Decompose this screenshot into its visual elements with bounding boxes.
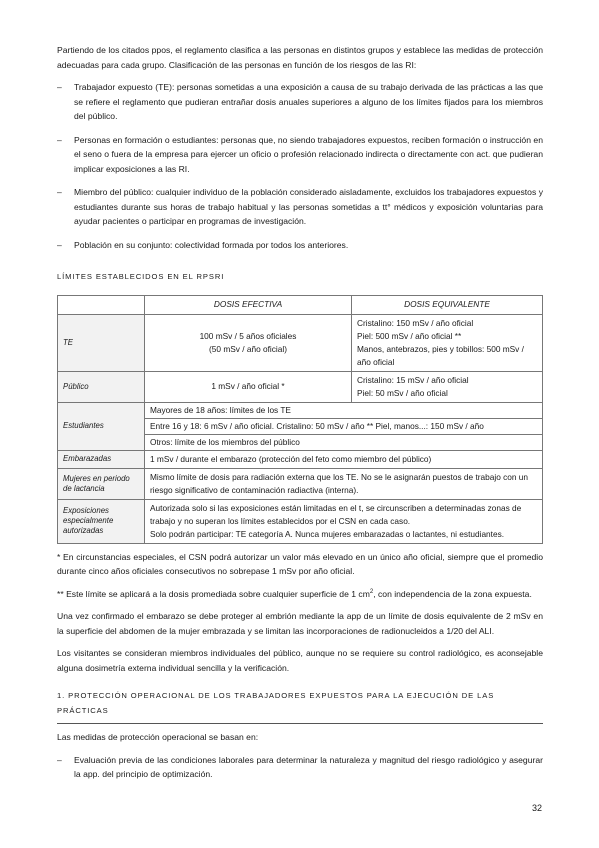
table-row [58,314,543,371]
limits-heading: LÍMITES ESTABLECIDOS EN EL RPSRI [57,272,225,281]
dash-bullet: – [57,187,62,197]
measures-intro: Las medidas de protección operacional se basan en: [57,732,259,742]
dash-bullet: – [57,134,62,145]
footnote-1: * En circunstancias especiales, el CSN podrá autorizar un valor más elevado en un único año oficial, siempre que el promedio durante cinco años oficiales consecutivos no sobrepase 1 mSv por año oficial. [57,551,543,576]
list-item-text: Personas en formación o estudiantes: personas que, no siendo trabajadores expuestos, reciben formación o instrucción en el seno o fuera de la empresa para ejercer un oficio o profesión relacionado indirecta o directamente con act. que pudieran implicar exposiciones a las RI. [74,134,543,174]
row-label-pregnant: Embarazadas [58,450,145,468]
lactation-cell: Mismo límite de dosis para radiación externa que los TE. No se le asignarán puestos de trabajo con un riesgo significativo de contaminación radiactiva (interna). [145,468,543,499]
list-item [57,133,543,177]
list-item-text: Trabajador expuesto (TE): personas sometidas a una exposición a causa de su trabajo derivada de las prácticas a las que se refiere el reglamento que pudieran entrañar dosis anuales superiores a alguno de los límites fijados para los miembros del público. [74,82,543,121]
superscript: 2 [369,588,374,595]
dash-bullet: – [57,82,62,92]
empty-header-cell [58,295,145,314]
row-label-students: Estudiantes [58,402,145,450]
pregnant-cell: 1 mSv / durante el embarazo (protección del feto como miembro del público) [145,450,543,468]
table-row [58,499,543,543]
students-others-cell: Otros: límite de los miembros del público [145,434,543,450]
table-row [58,371,543,402]
list-item [57,80,543,124]
equivalent-dose-header: DOSIS EQUIVALENTE [352,295,543,314]
list-item [57,185,543,229]
te-effective-line: (50 mSv / año oficial) [209,343,287,354]
students-16-18-cell: Entre 16 y 18: 6 mSv / año oficial. Cristalino: 50 mSv / año ** Piel, manos...: 150 mSv / año [145,418,543,434]
te-equivalent-line: Cristalino: 150 mSv / año oficial [357,317,474,328]
table-row [58,450,543,468]
te-equivalent-cell [352,314,543,371]
table-row [58,402,543,418]
public-effective-cell: 1 mSv / año oficial * [145,371,352,402]
effective-dose-header: DOSIS EFECTIVA [145,295,352,314]
page-number: 32 [531,803,542,813]
public-equivalent-line: Piel: 50 mSv / año oficial [357,387,448,398]
list-item-text: Evaluación previa de las condiciones laborales para determinar la naturaleza y magnitud del riesgo radiológico y asegurar la app. del principio de optimización. [74,754,543,779]
footnote-2-text: ** Este límite se aplicará a la dosis promediada sobre cualquier superficie de 1 cm [57,588,370,599]
limits-table [57,295,543,544]
public-equivalent-cell [352,371,543,402]
person-groups-list [57,80,543,252]
te-effective-line: 100 mSv / 5 años oficiales [199,330,297,341]
footnote-2-tail: , con independencia de la zona expuesta. [373,588,532,599]
table-header-row [58,295,543,314]
te-equivalent-line: Manos, antebrazos, pies y tobillos: 500 mSv / año oficial [357,343,524,367]
students-adults-cell: Mayores de 18 años: límites de los TE [145,402,543,418]
row-label-lactation: Mujeres en periodo de lactancia [58,468,145,499]
special-cell [145,499,543,543]
list-item-text: Miembro del público: cualquier individuo de la población considerado aisladamente, excluidos los trabajadores expuestos y estudiantes durante sus horas de trabajo habitual y las personas sometidas a tt° médicos y exposición voluntarias para ayudar pacientes o participar en programas de investigación. [74,187,543,226]
list-item [57,753,543,782]
dash-bullet: – [57,754,62,765]
row-label-te: TE [58,314,145,371]
pregnancy-paragraph: Una vez confirmado el embarazo se debe proteger al embrión mediante la app de un límite de dosis equivalente de 2 mSv en la superficie del abdomen de la mujer embrazada y se limitan las incorporaciones de radionucleidos a 1/20 del ALI. [57,611,543,636]
list-item [57,238,543,253]
list-item-text: Población en su conjunto: colectividad formada por todos los anteriores. [74,239,349,250]
intro-paragraph: Partiendo de los citados ppos, el reglamento clasifica a las personas en distintos grupos y establece las medidas de protección adecuadas para cada grupo. Clasificación de las personas en función de los riesgos de las RI: [57,45,543,70]
row-label-special: Exposiciones especialmente autorizadas [58,499,145,543]
table-row [58,468,543,499]
row-label-public: Público [58,371,145,402]
section-heading: 1. PROTECCIÓN OPERACIONAL DE LOS TRABAJADORES EXPUESTOS PARA LA EJECUCIÓN DE LAS PRÁCTICAS [57,689,543,724]
te-effective-cell [145,314,352,371]
dash-bullet: – [57,239,62,250]
special-line: Autorizada solo si las exposiciones están limitadas en el t, se circunscriben a determinadas zonas de trabajo y no superan los límites establecidos por el CSN en cada caso. [150,502,522,526]
visitors-paragraph: Los visitantes se consideran miembros individuales del público, aunque no se requiere su control radiológico, es aconsejable alguna dosimetría externa individual sencilla y la verificación. [57,648,543,673]
public-equivalent-line: Cristalino: 15 mSv / año oficial [357,374,469,385]
special-line: Solo podrán participar: TE categoría A. Nunca mujeres embarazadas o lactantes, ni estudiantes. [150,528,505,539]
te-equivalent-line: Piel: 500 mSv / año oficial ** [357,330,462,341]
footnote-2 [57,587,543,602]
document-page [57,43,543,791]
measures-list [57,753,543,782]
